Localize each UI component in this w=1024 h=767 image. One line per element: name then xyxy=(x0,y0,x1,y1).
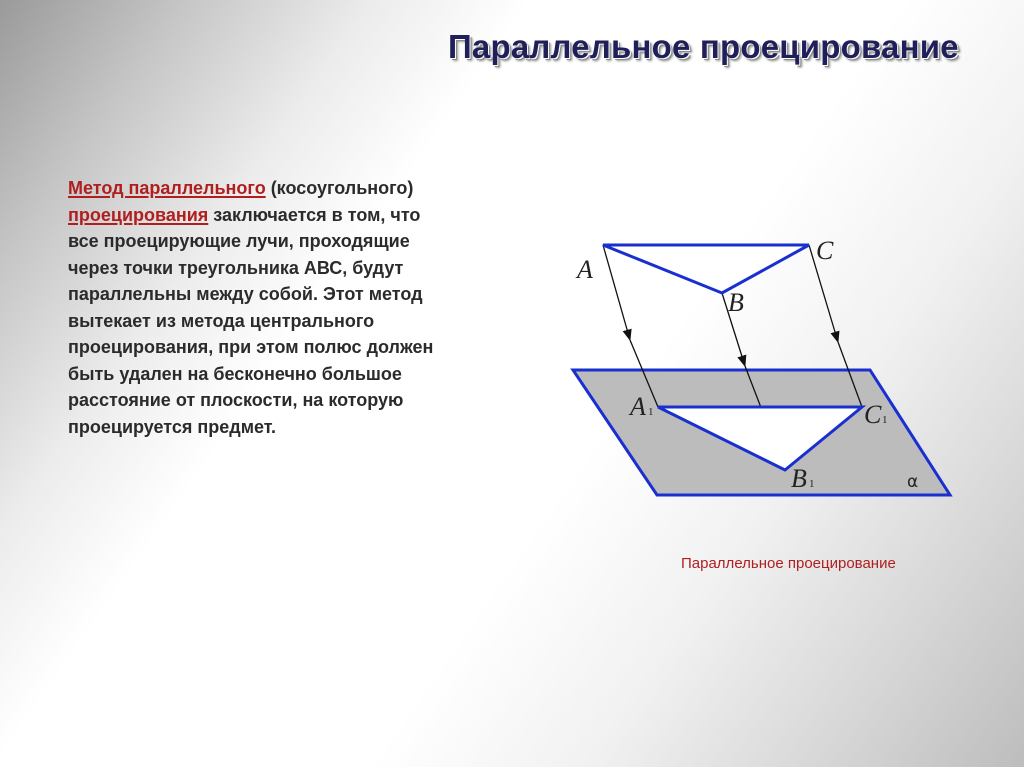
description-part-1: (косоугольного) xyxy=(265,178,414,198)
label-c1: C xyxy=(864,400,882,429)
slide-title: Параллельное проецирование xyxy=(448,28,959,65)
ray-a-upper xyxy=(603,245,630,340)
label-b: B xyxy=(728,288,744,317)
label-plane-alpha: α xyxy=(907,472,919,492)
diagram-caption: Параллельное проецирование xyxy=(681,555,896,572)
label-b1: B xyxy=(791,464,807,493)
label-c1-sub: 1 xyxy=(882,414,888,426)
label-a1: A xyxy=(630,392,646,421)
term-projection: проецирования xyxy=(68,204,209,225)
label-c: C xyxy=(816,236,834,265)
label-a1-sub: 1 xyxy=(648,406,654,418)
description-part-2: заключается в том, что все проецирующие лучи, проходящие через точки треугольника АВС, будут параллельны между собой. Этот метод вытекает из метода центрального проецирования, при этом полюс должен быть удален на бесконечно большое расстояние от плоскости, на которую проецируется предмет. xyxy=(68,204,434,437)
triangle-abc xyxy=(603,245,809,293)
term-method: Метод параллельного xyxy=(68,178,266,198)
label-a: A xyxy=(577,255,593,284)
description-text xyxy=(68,175,438,440)
label-b1-sub: 1 xyxy=(809,478,815,490)
projection-diagram xyxy=(560,225,970,515)
